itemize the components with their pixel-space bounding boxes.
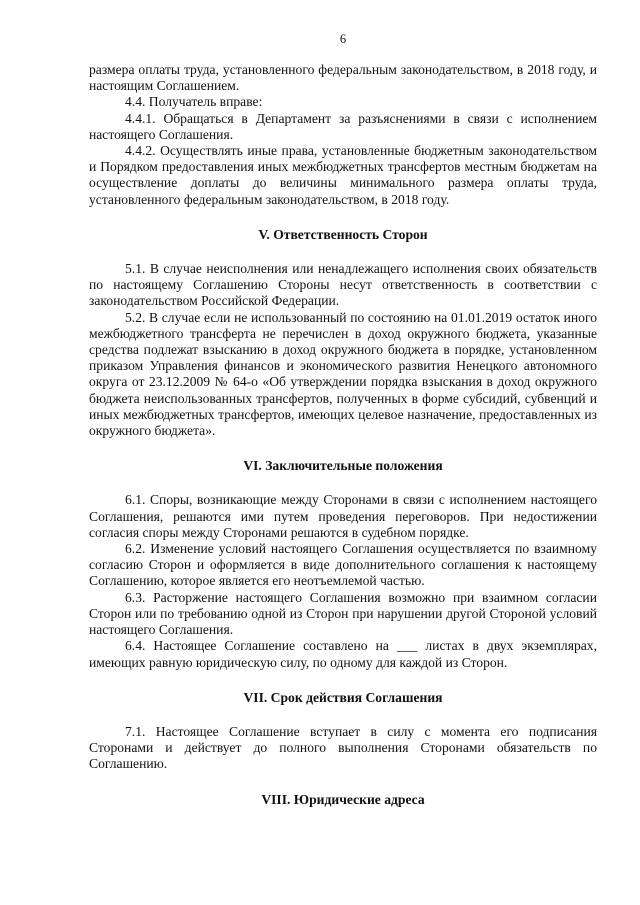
paragraph-7-1: 7.1. Настоящее Соглашение вступает в силу с момента его подписания Сторонами и действует до полного выполнения Сторонами обязательств по Соглашению. xyxy=(89,723,597,772)
section-heading-8: VIII. Юридические адреса xyxy=(261,791,425,807)
page-number: 6 xyxy=(339,32,347,46)
section-heading-5: V. Ответственность Сторон xyxy=(258,226,428,242)
paragraph-4-4-1: 4.4.1. Обращаться в Департамент за разъяснениями в связи с исполнением настоящего Соглашения. xyxy=(89,110,597,142)
spacer xyxy=(89,706,597,724)
paragraph-5-2: 5.2. В случае если не использованный по состоянию на 01.01.2019 остаток иного межбюджетного трансферта не перечислен в доход окружного бюджета, указанные средства подлежат взысканию в доход окружного бюджета в порядке, установленном приказом Управления финансов и экономического развития Ненецкого автономного округа от 23.12.2009 № 64-о «Об утверждении порядка взыскания в доход окружного бюджета неиспользованных трансфертов, полученных в форме субсидий, субвенций и иных межбюджетных трансфертов, имеющих целевое назначение, предоставленных из окружного бюджета». xyxy=(89,309,597,439)
spacer xyxy=(89,671,597,690)
paragraph-6-2: 6.2. Изменение условий настоящего Соглашения осуществляется по взаимному согласию Сторон и оформляется в виде дополнительного соглашения к настоящему Соглашению, которое является его неотъемлемой частью. xyxy=(89,541,597,589)
paragraph-continuation: размера оплаты труда, установленного федеральным законодательством, в 2018 году, и настоящим Соглашением. xyxy=(89,62,597,94)
spacer xyxy=(89,773,597,792)
spacer xyxy=(89,208,597,227)
paragraph-6-1: 6.1. Споры, возникающие между Сторонами в связи с исполнением настоящего Соглашения, решаются ими путем проведения переговоров. При недостижении согласия споры между Сторонами решаются в судебном порядке. xyxy=(89,492,597,540)
section-heading-6: VI. Заключительные положения xyxy=(243,458,443,474)
spacer xyxy=(89,439,597,458)
spacer xyxy=(89,243,597,261)
section-heading-7: VII. Срок действия Соглашения xyxy=(243,689,443,705)
paragraph-4-4: 4.4. Получатель вправе: xyxy=(125,94,263,110)
paragraph-5-1: 5.1. В случае неисполнения или ненадлежащего исполнения своих обязательств по настоящему Соглашению Стороны несут ответственность в соответствии с законодательством Российской Федерации. xyxy=(89,261,597,309)
paragraph-6-3: 6.3. Расторжение настоящего Соглашения возможно при взаимном согласии Сторон или по требованию одной из Сторон при нарушении другой Стороной условий настоящего Соглашения. xyxy=(89,589,597,638)
paragraph-6-4: 6.4. Настоящее Соглашение составлено на ___ листах в двух экземплярах, имеющих равную юридическую силу, по одному для каждой из Сторон. xyxy=(89,638,597,670)
paragraph-4-4-2: 4.4.2. Осуществлять иные права, установленные бюджетным законодательством и Порядком предоставления иных межбюджетных трансфертов местным бюджетам на осуществление доплаты до величины минимального размера оплаты труда, установленного федеральным законодательством, в 2018 году. xyxy=(89,143,597,207)
document-body xyxy=(89,62,597,808)
spacer xyxy=(89,474,597,492)
